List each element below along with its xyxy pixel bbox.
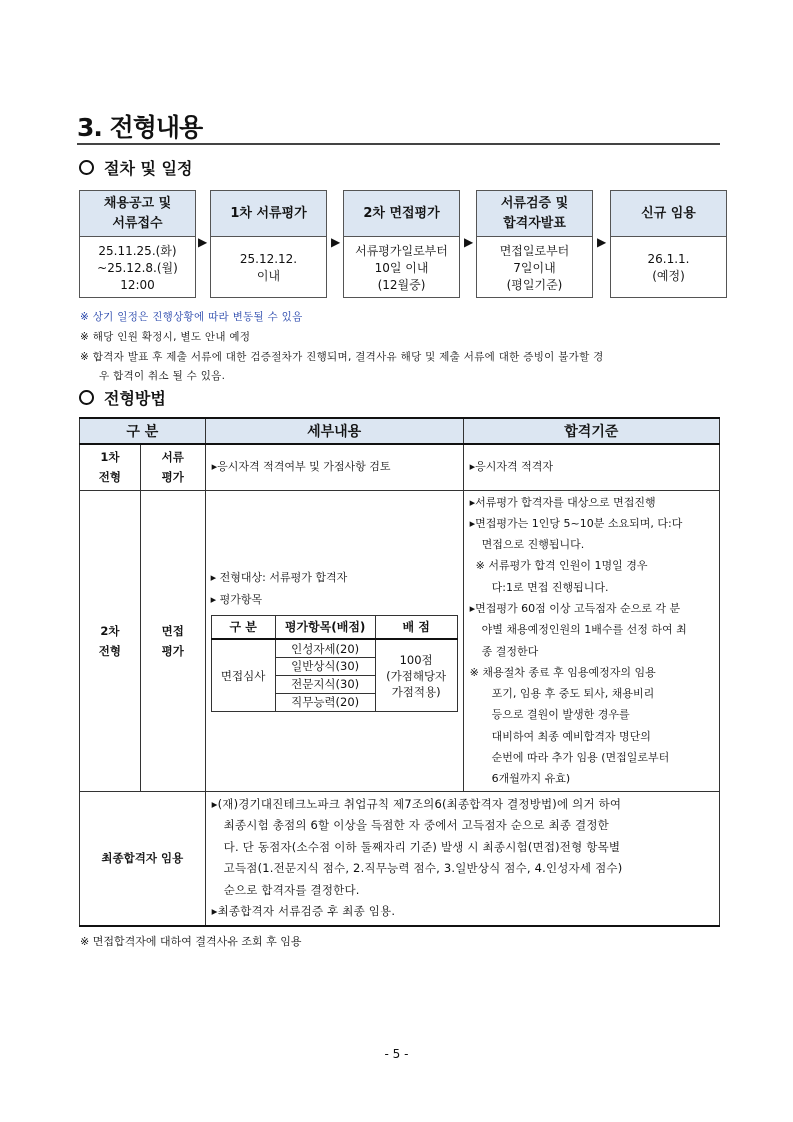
criteria-line: ▸면접평가 60점 이상 고득점자 순으로 각 분 (469, 601, 681, 615)
eval-group: 면접심사 (211, 639, 275, 711)
eval-item: 전문지식(30) (275, 675, 375, 693)
subheading-method-text: 전형방법 (104, 389, 166, 408)
eval-total-score: 100점 (가점해당자 가점적용) (375, 639, 457, 711)
step-5-date: 26.1.1. (예정) (647, 252, 690, 283)
step-4-date: 면접일로부터 7일이내 (평일기준) (499, 243, 570, 292)
eval-header-items: 평가항목(배점) (275, 616, 375, 640)
step-3-date: 서류평가일로부터 10일 이내 (12월중) (355, 243, 448, 292)
final-hire-label: 최종합격자 임용 (80, 791, 206, 926)
arrow-right-icon: ▶ (198, 235, 208, 249)
criteria-line: ▸면접평가는 1인당 5~10분 소요되며, 다:다 (469, 516, 683, 530)
step-5-title: 신규 임용 (611, 191, 726, 237)
note-schedule-change: ※ 상기 일정은 진행상황에 따라 변동될 수 있음 (80, 311, 303, 323)
stage-2-type: 면접 평가 (140, 490, 205, 791)
step-2 (210, 190, 327, 298)
stage-2-items-label: ▸ 평가항목 (210, 593, 263, 607)
final-hire-line: 고득점(1.전문지식 점수, 2.직무능력 점수, 3.일반상식 점수, 4.인성자세 점수) (223, 861, 623, 876)
criteria-line: 종 결정한다 (481, 644, 539, 658)
criteria-line: 순번에 따라 추가 임용 (면접일로부터 (491, 751, 670, 765)
step-1-date: 25.11.25.(화) ~25.12.8.(월) 12:00 (97, 243, 178, 292)
final-hire-line: 최종시험 총점의 6할 이상을 득점한 자 중에서 고득점자 순으로 최종 결정한 (223, 818, 609, 833)
eval-header-score: 배 점 (375, 616, 457, 640)
eval-header-division: 구 분 (211, 616, 275, 640)
stage-2-detail (205, 490, 463, 791)
eval-item: 일반상식(30) (275, 657, 375, 675)
criteria-line: 포기, 임용 후 중도 퇴사, 채용비리 (491, 687, 655, 701)
criteria-line: 다:1로 면접 진행됩니다. (491, 580, 609, 594)
final-hire-line: 다. 단 동점자(소수점 이하 둘째자리 기준) 발생 시 최종시험(면접)전형 항목별 (223, 839, 621, 854)
header-division: 구 분 (80, 418, 206, 444)
eval-item: 인성자세(20) (275, 639, 375, 657)
subheading-method (79, 386, 166, 409)
stage-1-criteria: ▸응시자격 적격자 (463, 444, 719, 490)
final-hire-line: 순으로 합격자를 결정한다. (223, 882, 360, 897)
criteria-line: 면접으로 진행됩니다. (481, 538, 585, 552)
note-disqualification-check: ※ 면접합격자에 대하여 결격사유 조회 후 임용 (80, 935, 302, 948)
section-title: 3. 전형내용 (77, 113, 203, 142)
criteria-line: 등으로 결원이 발생한 경우를 (491, 708, 630, 722)
arrow-right-icon: ▶ (464, 235, 474, 249)
step-1 (79, 190, 196, 298)
note-verification-line1: ※ 합격자 발표 후 제출 서류에 대한 검증절차가 진행되며, 결격사유 해당 및 제출 서류에 대한 증빙이 불가할 경 (80, 351, 604, 363)
header-criteria: 합격기준 (463, 418, 719, 444)
note-separate-notice: ※ 해당 인원 확정시, 별도 안내 예정 (80, 331, 251, 343)
evaluation-table (211, 615, 458, 712)
circle-bullet-icon (79, 160, 94, 175)
step-5 (610, 190, 727, 298)
stage-2-label: 2차 전형 (80, 490, 141, 791)
step-4 (476, 190, 593, 298)
stage-2-criteria (463, 490, 719, 791)
step-2-title: 1차 서류평가 (211, 191, 326, 237)
step-4-title: 서류검증 및 합격자발표 (477, 191, 592, 237)
criteria-line: 대비하여 최종 예비합격자 명단의 (491, 729, 651, 743)
criteria-line: 야별 채용예정인원의 1배수를 선정 하여 최 (481, 623, 687, 637)
arrow-right-icon: ▶ (331, 235, 341, 249)
note-verification-line2: 우 합격이 취소 될 수 있음. (99, 370, 226, 382)
subheading-schedule-text: 절차 및 일정 (104, 159, 193, 178)
stage-1-type: 서류 평가 (140, 444, 205, 490)
note-verification (80, 348, 604, 386)
eval-item: 직무능력(20) (275, 693, 375, 711)
criteria-line: ※ 서류평가 합격 인원이 1명일 경우 (475, 559, 648, 573)
step-1-title: 채용공고 및 서류접수 (80, 191, 195, 237)
stage-1-label: 1차 전형 (80, 444, 141, 490)
subheading-schedule (79, 156, 192, 179)
circle-bullet-icon (79, 390, 94, 405)
criteria-line: ※ 채용절차 종료 후 임용예정자의 임용 (469, 665, 656, 679)
stage-1-detail: ▸응시자격 적격여부 및 가점사항 검토 (205, 444, 463, 490)
arrow-right-icon: ▶ (597, 235, 607, 249)
final-hire-line: ▸최종합격자 서류검증 후 최종 임용. (211, 904, 396, 919)
step-2-date: 25.12.12. 이내 (239, 252, 298, 283)
stage-2-target: ▸ 전형대상: 서류평가 합격자 (210, 571, 348, 585)
page-number: - 5 - (384, 1047, 409, 1061)
final-hire-line: ▸(재)경기대진테크노파크 취업규칙 제7조의6(최종합격자 결정방법)에 의거 하여 (211, 796, 622, 811)
step-3 (343, 190, 460, 298)
title-divider (77, 143, 720, 145)
method-table (79, 417, 720, 927)
criteria-line: ▸서류평가 합격자를 대상으로 면접진행 (469, 495, 656, 509)
step-3-title: 2차 면접평가 (344, 191, 459, 237)
criteria-line: 6개월까지 유효) (491, 772, 571, 786)
header-detail: 세부내용 (205, 418, 463, 444)
final-hire-detail (205, 791, 719, 926)
